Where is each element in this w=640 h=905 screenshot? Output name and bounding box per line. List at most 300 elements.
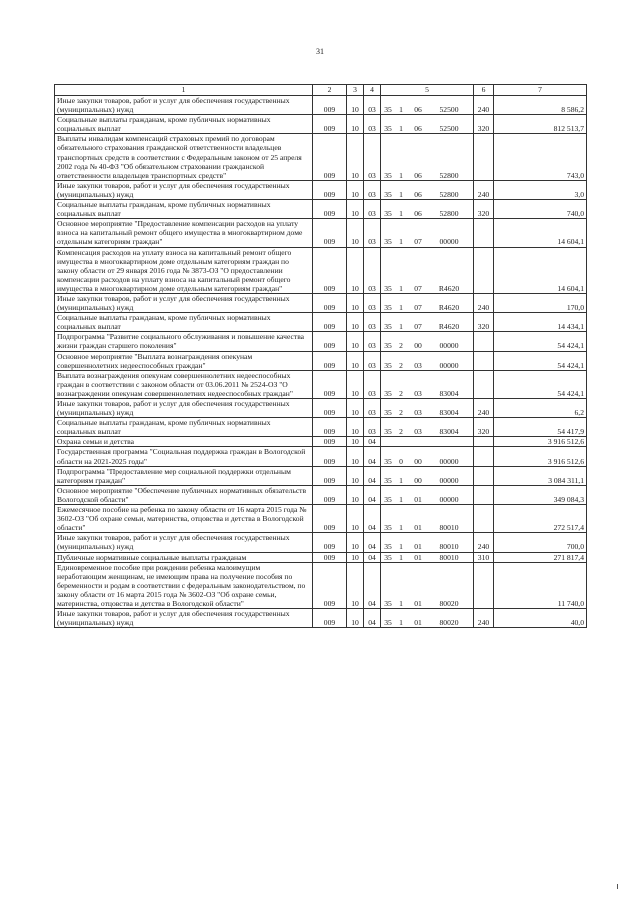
row-col-2: 009 bbox=[313, 399, 347, 418]
target-code bbox=[381, 284, 473, 293]
row-name: Социальные выплаты гражданам, кроме публичных нормативных социальных выплат bbox=[55, 313, 313, 332]
target-code bbox=[381, 361, 473, 370]
target-code bbox=[381, 124, 473, 133]
row-col-6 bbox=[474, 562, 494, 608]
row-col-6: 240 bbox=[474, 180, 494, 199]
row-col-4: 03 bbox=[364, 134, 381, 180]
row-name: Социальные выплаты гражданам, кроме публичных нормативных социальных выплат bbox=[55, 115, 313, 134]
row-col-6 bbox=[474, 351, 494, 370]
row-col-6: 240 bbox=[474, 609, 494, 628]
row-col-2: 009 bbox=[313, 447, 347, 466]
row-col-4: 03 bbox=[364, 370, 381, 398]
target-code bbox=[381, 523, 473, 532]
row-col-5 bbox=[381, 399, 474, 418]
table-row bbox=[55, 134, 587, 180]
code-part-3: 00 bbox=[414, 475, 422, 485]
row-col-4: 04 bbox=[364, 437, 381, 447]
table-row bbox=[55, 313, 587, 332]
row-col-3: 10 bbox=[347, 552, 364, 562]
row-col-2: 009 bbox=[313, 200, 347, 219]
row-col-5 bbox=[381, 485, 474, 504]
row-col-5 bbox=[381, 313, 474, 332]
row-col-3: 10 bbox=[347, 332, 364, 351]
row-col-2: 009 bbox=[313, 351, 347, 370]
code-part-1: 35 bbox=[384, 105, 392, 115]
row-col-4: 03 bbox=[364, 418, 381, 437]
row-col-5 bbox=[381, 609, 474, 628]
table-row bbox=[55, 332, 587, 351]
row-col-4: 04 bbox=[364, 552, 381, 562]
code-part-4: 00000 bbox=[439, 341, 459, 351]
table-row bbox=[55, 370, 587, 398]
code-part-2: 2 bbox=[399, 360, 403, 370]
code-part-2: 1 bbox=[399, 618, 403, 628]
row-col-3: 10 bbox=[347, 609, 364, 628]
row-col-4: 03 bbox=[364, 351, 381, 370]
code-part-3: 03 bbox=[414, 427, 422, 437]
code-part-1: 35 bbox=[384, 552, 392, 562]
table-row bbox=[55, 437, 587, 447]
table-row bbox=[55, 219, 587, 247]
code-part-2: 1 bbox=[399, 598, 403, 608]
row-col-5 bbox=[381, 370, 474, 398]
row-col-3: 10 bbox=[347, 313, 364, 332]
row-col-6 bbox=[474, 466, 494, 485]
code-part-2: 1 bbox=[399, 542, 403, 552]
row-col-3: 10 bbox=[347, 437, 364, 447]
header-col-7: 7 bbox=[494, 85, 587, 96]
table-row bbox=[55, 562, 587, 608]
row-col-6: 240 bbox=[474, 399, 494, 418]
row-col-6: 240 bbox=[474, 533, 494, 552]
row-name: Основное мероприятие "Обеспечение публичных нормативных обязательств Вологодской области" bbox=[55, 485, 313, 504]
row-col-7: 349 084,3 bbox=[494, 485, 587, 504]
row-col-5 bbox=[381, 562, 474, 608]
row-col-3: 10 bbox=[347, 418, 364, 437]
target-code bbox=[381, 209, 473, 218]
row-name: Иные закупки товаров, работ и услуг для обеспечения государственных (муниципальных) нужд bbox=[55, 399, 313, 418]
row-col-6 bbox=[474, 332, 494, 351]
row-col-4: 03 bbox=[364, 332, 381, 351]
table-row bbox=[55, 115, 587, 134]
target-code bbox=[381, 599, 473, 608]
row-name: Ежемесячное пособие на ребенка по закону области от 16 марта 2015 года № 3602-ОЗ "Об охране семьи, материнства, отцовства и детства в Вологодской области" bbox=[55, 505, 313, 533]
row-name: Компенсация расходов на уплату взноса на капитальный ремонт общего имущества в многоквартирном доме отдельным категориям граждан по закону области от 29 января 2016 года № 3873-ОЗ "О предоставлении компенсации расходов на уплату взноса на капитальный ремонт общего имущества в многоквартирном доме отдельным категориям граждан" bbox=[55, 247, 313, 293]
row-col-3: 10 bbox=[347, 447, 364, 466]
target-code bbox=[381, 427, 473, 436]
row-col-6: 320 bbox=[474, 418, 494, 437]
code-part-1: 35 bbox=[384, 598, 392, 608]
code-part-3: 06 bbox=[414, 170, 422, 180]
code-part-4: 83004 bbox=[439, 388, 459, 398]
code-part-2: 1 bbox=[399, 170, 403, 180]
row-name: Иные закупки товаров, работ и услуг для обеспечения государственных (муниципальных) нужд bbox=[55, 96, 313, 115]
row-col-4: 04 bbox=[364, 447, 381, 466]
row-col-7: 3 916 512,6 bbox=[494, 437, 587, 447]
row-col-4: 03 bbox=[364, 293, 381, 312]
row-name: Иные закупки товаров, работ и услуг для обеспечения государственных (муниципальных) нужд bbox=[55, 293, 313, 312]
row-col-6: 240 bbox=[474, 96, 494, 115]
table-row bbox=[55, 293, 587, 312]
code-part-4: 83004 bbox=[439, 427, 459, 437]
row-col-6 bbox=[474, 447, 494, 466]
row-col-5 bbox=[381, 293, 474, 312]
code-part-2: 1 bbox=[399, 475, 403, 485]
row-col-2: 009 bbox=[313, 418, 347, 437]
row-col-4: 04 bbox=[364, 505, 381, 533]
row-col-2: 009 bbox=[313, 437, 347, 447]
row-col-7: 271 817,4 bbox=[494, 552, 587, 562]
row-name: Публичные нормативные социальные выплаты гражданам bbox=[55, 552, 313, 562]
code-part-1: 35 bbox=[384, 322, 392, 332]
row-col-3: 10 bbox=[347, 293, 364, 312]
row-col-7: 14 604,1 bbox=[494, 247, 587, 293]
code-part-2: 1 bbox=[399, 552, 403, 562]
row-col-2: 009 bbox=[313, 505, 347, 533]
row-col-5 bbox=[381, 96, 474, 115]
row-col-5 bbox=[381, 351, 474, 370]
code-part-3: 06 bbox=[414, 189, 422, 199]
row-col-2: 009 bbox=[313, 552, 347, 562]
header-col-4: 4 bbox=[364, 85, 381, 96]
target-code bbox=[381, 303, 473, 312]
row-col-7: 740,0 bbox=[494, 200, 587, 219]
budget-table-wrapper bbox=[54, 84, 586, 628]
row-col-4: 03 bbox=[364, 180, 381, 199]
code-part-2: 1 bbox=[399, 189, 403, 199]
code-part-1: 35 bbox=[384, 542, 392, 552]
code-part-4: 80010 bbox=[439, 523, 459, 533]
row-name: Выплаты инвалидам компенсаций страховых премий по договорам обязательного страхования гражданской ответственности владельцев транспортных средств в соответствии с Федеральным законом от 25 апреля 2002 года № 40-ФЗ "Об обязательном страховании гражданской ответственности владельцев транспортных средств" bbox=[55, 134, 313, 180]
row-col-3: 10 bbox=[347, 180, 364, 199]
row-col-5 bbox=[381, 552, 474, 562]
target-code bbox=[381, 322, 473, 331]
table-row bbox=[55, 96, 587, 115]
code-part-4: 00000 bbox=[439, 494, 459, 504]
code-part-4: R4620 bbox=[438, 322, 460, 332]
code-part-3: 03 bbox=[414, 408, 422, 418]
table-row bbox=[55, 351, 587, 370]
code-part-2: 1 bbox=[399, 322, 403, 332]
table-row bbox=[55, 533, 587, 552]
code-part-1: 35 bbox=[384, 283, 392, 293]
code-part-2: 1 bbox=[399, 494, 403, 504]
code-part-2: 2 bbox=[399, 408, 403, 418]
row-col-3: 10 bbox=[347, 351, 364, 370]
code-part-4: 00000 bbox=[439, 456, 459, 466]
row-col-3: 10 bbox=[347, 96, 364, 115]
code-part-2: 0 bbox=[399, 456, 403, 466]
code-part-2: 1 bbox=[399, 283, 403, 293]
code-part-4: R4620 bbox=[438, 303, 460, 313]
row-col-4: 03 bbox=[364, 219, 381, 247]
row-col-5 bbox=[381, 533, 474, 552]
row-col-5 bbox=[381, 115, 474, 134]
target-code bbox=[381, 171, 473, 180]
table-row bbox=[55, 180, 587, 199]
target-code bbox=[381, 457, 473, 466]
row-col-5 bbox=[381, 200, 474, 219]
code-part-1: 35 bbox=[384, 189, 392, 199]
row-col-7: 170,0 bbox=[494, 293, 587, 312]
row-col-7: 3 084 311,1 bbox=[494, 466, 587, 485]
target-code bbox=[381, 542, 473, 551]
code-part-1: 35 bbox=[384, 360, 392, 370]
row-col-6: 240 bbox=[474, 293, 494, 312]
target-code bbox=[381, 341, 473, 350]
code-part-3: 01 bbox=[414, 494, 422, 504]
code-part-4: 52800 bbox=[439, 170, 459, 180]
row-name: Выплата вознаграждения опекунам совершеннолетних недееспособных граждан в соответствии с законом области от 03.06.2011 № 2524-ОЗ "О вознаграждении опекунам совершеннолетних недееспособных граждан" bbox=[55, 370, 313, 398]
code-part-2: 1 bbox=[399, 237, 403, 247]
row-col-5 bbox=[381, 180, 474, 199]
code-part-2: 2 bbox=[399, 388, 403, 398]
row-col-2: 009 bbox=[313, 180, 347, 199]
row-col-6: 320 bbox=[474, 313, 494, 332]
row-name: Государственная программа "Социальная поддержка граждан в Вологодской области на 2021-2025 годы" bbox=[55, 447, 313, 466]
row-col-7: 11 740,0 bbox=[494, 562, 587, 608]
row-col-3: 10 bbox=[347, 370, 364, 398]
row-col-4: 04 bbox=[364, 533, 381, 552]
code-part-3: 06 bbox=[414, 124, 422, 134]
row-col-2: 009 bbox=[313, 370, 347, 398]
table-row bbox=[55, 247, 587, 293]
code-part-4: 52500 bbox=[439, 124, 459, 134]
row-col-5 bbox=[381, 134, 474, 180]
header-row bbox=[55, 85, 587, 96]
row-col-6 bbox=[474, 247, 494, 293]
table-row bbox=[55, 485, 587, 504]
code-part-1: 35 bbox=[384, 237, 392, 247]
row-col-5 bbox=[381, 447, 474, 466]
row-col-3: 10 bbox=[347, 200, 364, 219]
code-part-2: 1 bbox=[399, 105, 403, 115]
row-col-6 bbox=[474, 505, 494, 533]
code-part-1: 35 bbox=[384, 523, 392, 533]
row-col-7: 812 513,7 bbox=[494, 115, 587, 134]
code-part-1: 35 bbox=[384, 124, 392, 134]
row-col-7: 3 916 512,6 bbox=[494, 447, 587, 466]
row-col-7: 700,0 bbox=[494, 533, 587, 552]
code-part-4: 80020 bbox=[439, 598, 459, 608]
table-body bbox=[55, 96, 587, 628]
row-col-3: 10 bbox=[347, 115, 364, 134]
row-col-6 bbox=[474, 485, 494, 504]
table-row bbox=[55, 505, 587, 533]
code-part-1: 35 bbox=[384, 456, 392, 466]
code-part-3: 01 bbox=[414, 618, 422, 628]
code-part-3: 07 bbox=[414, 303, 422, 313]
code-part-3: 07 bbox=[414, 322, 422, 332]
row-name: Иные закупки товаров, работ и услуг для обеспечения государственных (муниципальных) нужд bbox=[55, 180, 313, 199]
row-col-2: 009 bbox=[313, 219, 347, 247]
code-part-3: 07 bbox=[414, 283, 422, 293]
code-part-3: 03 bbox=[414, 360, 422, 370]
row-name: Социальные выплаты гражданам, кроме публичных нормативных социальных выплат bbox=[55, 200, 313, 219]
code-part-1: 35 bbox=[384, 388, 392, 398]
code-part-1: 35 bbox=[384, 170, 392, 180]
row-col-7: 743,0 bbox=[494, 134, 587, 180]
code-part-2: 1 bbox=[399, 303, 403, 313]
code-part-1: 35 bbox=[384, 341, 392, 351]
code-part-4: R4620 bbox=[438, 283, 460, 293]
row-name: Иные закупки товаров, работ и услуг для обеспечения государственных (муниципальных) нужд bbox=[55, 533, 313, 552]
code-part-3: 06 bbox=[414, 105, 422, 115]
table-row bbox=[55, 609, 587, 628]
row-col-4: 03 bbox=[364, 399, 381, 418]
row-col-7: 40,0 bbox=[494, 609, 587, 628]
row-col-2: 009 bbox=[313, 115, 347, 134]
row-col-2: 009 bbox=[313, 293, 347, 312]
row-col-4: 04 bbox=[364, 609, 381, 628]
code-part-1: 35 bbox=[384, 408, 392, 418]
row-col-2: 009 bbox=[313, 313, 347, 332]
code-part-3: 01 bbox=[414, 552, 422, 562]
row-col-5 bbox=[381, 437, 474, 447]
code-part-1: 35 bbox=[384, 494, 392, 504]
row-col-3: 10 bbox=[347, 533, 364, 552]
row-col-6 bbox=[474, 219, 494, 247]
target-code bbox=[381, 495, 473, 504]
row-col-3: 10 bbox=[347, 399, 364, 418]
row-col-5 bbox=[381, 418, 474, 437]
code-part-3: 06 bbox=[414, 209, 422, 219]
row-col-4: 03 bbox=[364, 247, 381, 293]
row-col-3: 10 bbox=[347, 505, 364, 533]
row-col-6: 310 bbox=[474, 552, 494, 562]
row-name: Охрана семьи и детства bbox=[55, 437, 313, 447]
row-col-2: 009 bbox=[313, 466, 347, 485]
row-name: Социальные выплаты гражданам, кроме публичных нормативных социальных выплат bbox=[55, 418, 313, 437]
code-part-1: 35 bbox=[384, 209, 392, 219]
row-col-7: 54 424,1 bbox=[494, 351, 587, 370]
page-number: 31 bbox=[316, 47, 324, 56]
code-part-3: 01 bbox=[414, 598, 422, 608]
code-part-1: 35 bbox=[384, 475, 392, 485]
table-row bbox=[55, 200, 587, 219]
code-part-4: 52500 bbox=[439, 105, 459, 115]
target-code bbox=[381, 105, 473, 114]
code-part-3: 01 bbox=[414, 542, 422, 552]
row-name: Подпрограмма "Предоставление мер социальной поддержки отдельным категориям граждан" bbox=[55, 466, 313, 485]
row-col-4: 03 bbox=[364, 115, 381, 134]
code-part-4: 52800 bbox=[439, 209, 459, 219]
code-part-4: 80010 bbox=[439, 552, 459, 562]
row-col-7: 54 417,9 bbox=[494, 418, 587, 437]
row-col-6 bbox=[474, 437, 494, 447]
target-code bbox=[381, 553, 473, 562]
code-part-3: 01 bbox=[414, 523, 422, 533]
row-col-2: 009 bbox=[313, 96, 347, 115]
target-code bbox=[381, 237, 473, 246]
row-col-4: 04 bbox=[364, 485, 381, 504]
row-col-6: 320 bbox=[474, 115, 494, 134]
row-col-6 bbox=[474, 134, 494, 180]
header-col-2: 2 bbox=[313, 85, 347, 96]
target-code bbox=[381, 618, 473, 627]
target-code bbox=[381, 476, 473, 485]
code-part-3: 00 bbox=[414, 456, 422, 466]
row-col-4: 03 bbox=[364, 200, 381, 219]
code-part-3: 03 bbox=[414, 388, 422, 398]
code-part-1: 35 bbox=[384, 303, 392, 313]
row-col-5 bbox=[381, 247, 474, 293]
row-col-6 bbox=[474, 370, 494, 398]
row-col-4: 03 bbox=[364, 96, 381, 115]
code-part-4: 80010 bbox=[439, 542, 459, 552]
row-col-6: 320 bbox=[474, 200, 494, 219]
row-col-7: 54 424,1 bbox=[494, 370, 587, 398]
code-part-2: 1 bbox=[399, 124, 403, 134]
code-part-2: 2 bbox=[399, 427, 403, 437]
margin-mark bbox=[617, 884, 618, 889]
budget-table bbox=[54, 84, 587, 628]
code-part-3: 00 bbox=[414, 341, 422, 351]
table-row bbox=[55, 418, 587, 437]
row-col-7: 3,0 bbox=[494, 180, 587, 199]
row-name: Подпрограмма "Развитие социального обслуживания и повышение качества жизни граждан старшего поколения" bbox=[55, 332, 313, 351]
row-col-5 bbox=[381, 332, 474, 351]
row-col-3: 10 bbox=[347, 485, 364, 504]
row-col-2: 009 bbox=[313, 533, 347, 552]
target-code bbox=[381, 190, 473, 199]
code-part-3: 07 bbox=[414, 237, 422, 247]
header-col-1: 1 bbox=[55, 85, 313, 96]
row-col-5 bbox=[381, 466, 474, 485]
table-row bbox=[55, 552, 587, 562]
row-col-7: 272 517,4 bbox=[494, 505, 587, 533]
header-col-5: 5 bbox=[381, 85, 474, 96]
row-col-2: 009 bbox=[313, 609, 347, 628]
row-col-5 bbox=[381, 505, 474, 533]
code-part-4: 80020 bbox=[439, 618, 459, 628]
row-name: Основное мероприятие "Выплата вознаграждения опекунам совершеннолетних недееспособных граждан" bbox=[55, 351, 313, 370]
code-part-1: 35 bbox=[384, 618, 392, 628]
code-part-4: 00000 bbox=[439, 237, 459, 247]
code-part-4: 00000 bbox=[439, 475, 459, 485]
row-col-7: 54 424,1 bbox=[494, 332, 587, 351]
row-col-2: 009 bbox=[313, 247, 347, 293]
row-col-3: 10 bbox=[347, 466, 364, 485]
row-col-2: 009 bbox=[313, 485, 347, 504]
code-part-1: 35 bbox=[384, 427, 392, 437]
header-col-3: 3 bbox=[347, 85, 364, 96]
row-col-7: 14 434,1 bbox=[494, 313, 587, 332]
target-code bbox=[381, 389, 473, 398]
row-col-7: 8 586,2 bbox=[494, 96, 587, 115]
row-name: Единовременное пособие при рождении ребенка малоимущим неработающим женщинам, не имеющим права на получение пособия по беременности и родам в соответствии с федеральным законодательством, по закону области от 16 марта 2015 года № 3602-ОЗ "Об охране семьи, материнства, отцовства и детства в Вологодской области" bbox=[55, 562, 313, 608]
row-col-4: 04 bbox=[364, 466, 381, 485]
row-col-3: 10 bbox=[347, 134, 364, 180]
header-col-6: 6 bbox=[474, 85, 494, 96]
row-name: Основное мероприятие "Предоставление компенсации расходов на уплату взноса на капитальный ремонт общего имущества в многоквартирном доме отдельным категориям граждан" bbox=[55, 219, 313, 247]
row-col-5 bbox=[381, 219, 474, 247]
row-col-7: 14 604,1 bbox=[494, 219, 587, 247]
row-col-2: 009 bbox=[313, 332, 347, 351]
row-col-3: 10 bbox=[347, 219, 364, 247]
row-col-3: 10 bbox=[347, 562, 364, 608]
code-part-4: 00000 bbox=[439, 360, 459, 370]
target-code bbox=[381, 408, 473, 417]
row-col-4: 04 bbox=[364, 562, 381, 608]
code-part-2: 2 bbox=[399, 341, 403, 351]
row-col-4: 03 bbox=[364, 313, 381, 332]
code-part-4: 83004 bbox=[439, 408, 459, 418]
code-part-2: 1 bbox=[399, 523, 403, 533]
code-part-4: 52800 bbox=[439, 189, 459, 199]
table-row bbox=[55, 466, 587, 485]
row-col-3: 10 bbox=[347, 247, 364, 293]
